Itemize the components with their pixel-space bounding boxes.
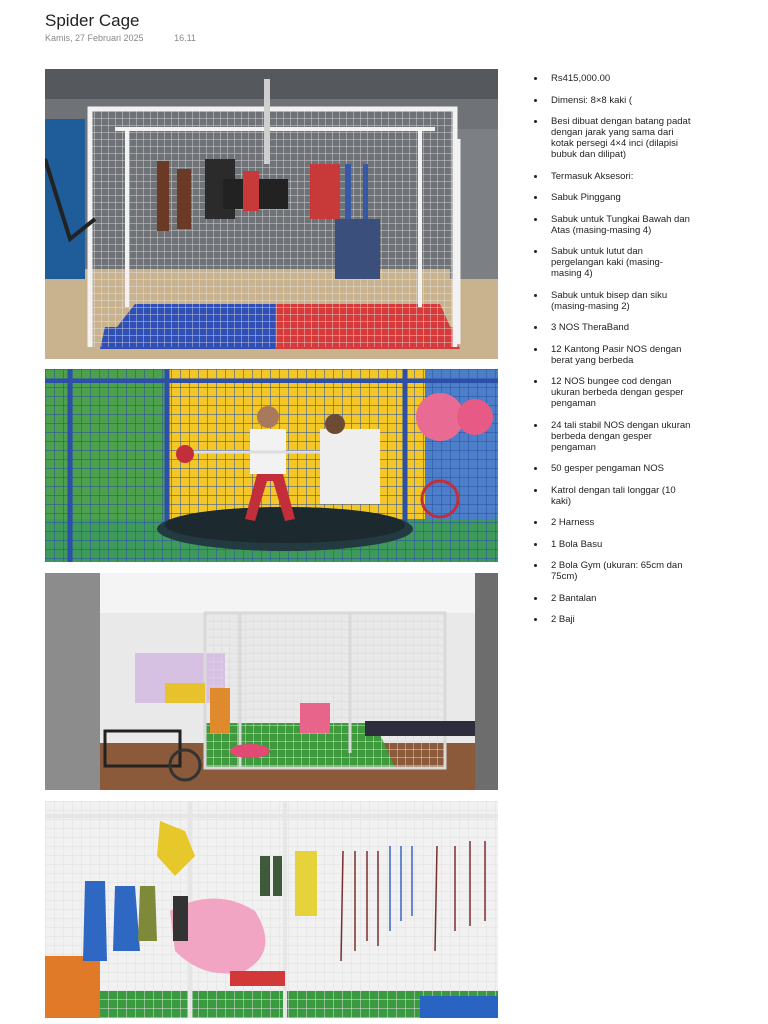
spec-list	[532, 73, 692, 636]
post-time: 16.11	[174, 33, 196, 43]
photo-trampoline-therapy	[45, 369, 498, 562]
post-meta	[45, 33, 196, 43]
spec-item: 12 Kantong Pasir NOS dengan berat yang berbeda	[532, 344, 692, 366]
spec-item: 24 tali stabil NOS dengan ukuran berbeda dengan gesper pengaman	[532, 420, 692, 453]
cage-accessories-illustration	[45, 801, 498, 1018]
spec-item: 1 Bola Basu	[532, 539, 692, 550]
photo-cage-accessories	[45, 801, 498, 1018]
spec-item: Katrol dengan tali longgar (10 kaki)	[532, 485, 692, 507]
spec-item: Termasuk Aksesori:	[532, 171, 692, 182]
photo-spider-cage-white	[45, 69, 498, 359]
spec-item: 2 Bantalan	[532, 593, 692, 604]
spec-item: Dimensi: 8×8 kaki (	[532, 95, 692, 106]
spider-cage-illustration	[45, 69, 498, 359]
spec-item: Besi dibuat dengan batang padat dengan jarak yang sama dari kotak persegi 4×4 inci (dilapisi bubuk dan dilipat)	[532, 116, 692, 160]
therapy-room-illustration	[45, 573, 498, 790]
spec-item: 50 gesper pengaman NOS	[532, 463, 692, 474]
page-title: Spider Cage	[45, 11, 140, 30]
spec-item: Sabuk untuk bisep dan siku (masing-masing 2)	[532, 290, 692, 312]
spec-item: 2 Bola Gym (ukuran: 65cm dan 75cm)	[532, 560, 692, 582]
spec-item: 2 Baji	[532, 614, 692, 625]
spec-item: Sabuk untuk lutut dan pergelangan kaki (masing-masing 4)	[532, 246, 692, 279]
spec-item: 3 NOS TheraBand	[532, 322, 692, 333]
spec-item: 12 NOS bungee cod dengan ukuran berbeda dengan gesper pengaman	[532, 376, 692, 409]
spec-item: Rs415,000.00	[532, 73, 692, 84]
spec-item: 2 Harness	[532, 517, 692, 528]
trampoline-illustration	[45, 369, 498, 562]
spec-item: Sabuk Pinggang	[532, 192, 692, 203]
photo-therapy-room	[45, 573, 498, 790]
post-date: Kamis, 27 Februari 2025	[45, 33, 144, 43]
spec-item: Sabuk untuk Tungkai Bawah dan Atas (masing-masing 4)	[532, 214, 692, 236]
